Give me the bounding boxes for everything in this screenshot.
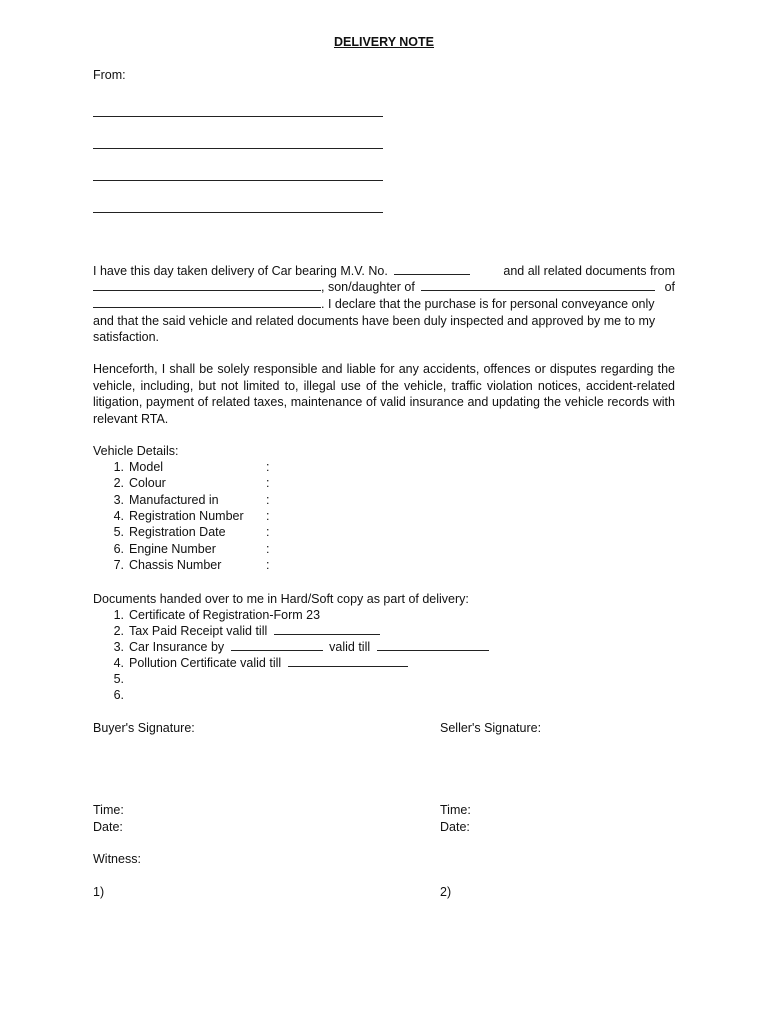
list-number: 4. (113, 656, 124, 670)
para1-line-4 (93, 313, 675, 329)
vehicle-detail-colon: : (266, 460, 270, 474)
list-number: 7. (113, 557, 124, 572)
para1-text-b: and all related documents from (503, 264, 675, 278)
list-number: 3. (113, 492, 124, 507)
list-number: 6. (113, 688, 124, 702)
from-label: From: (93, 68, 126, 82)
vehicle-detail-label: Chassis Number (129, 557, 222, 572)
vehicle-detail-colon: : (266, 525, 270, 540)
vehicle-detail-colon: : (266, 557, 270, 572)
insurer-blank[interactable] (231, 639, 323, 651)
document-label: valid till (329, 640, 371, 654)
vehicle-detail-label: Colour (129, 476, 166, 491)
vehicle-detail-label: Registration Date (129, 525, 226, 540)
witness-2-label: 2) (440, 885, 452, 899)
list-number: 1. (113, 608, 124, 622)
vehicle-details-heading: Vehicle Details: (93, 444, 179, 458)
vehicle-detail-label: Registration Number (129, 508, 244, 523)
seller-name-blank[interactable] (93, 279, 321, 291)
para1-line-1 (93, 263, 675, 279)
seller-signature-label: Seller's Signature: (440, 721, 542, 735)
vehicle-detail-colon: : (266, 476, 270, 491)
para1-text-d: of (664, 280, 675, 294)
from-address-line-4[interactable] (93, 212, 383, 213)
para1-text-a: I have this day taken delivery of Car bearing M.V. No. (93, 264, 388, 278)
para1-text-c: , son/daughter of (321, 280, 415, 294)
insurance-valid-till-blank[interactable] (377, 639, 489, 651)
document-label: Tax Paid Receipt valid till (129, 624, 268, 638)
list-number: 2. (113, 476, 124, 491)
para1-text-f: and that the said vehicle and related documents have been duly inspected and approved by me to my (93, 314, 656, 328)
list-number: 2. (113, 624, 124, 638)
vehicle-detail-label: Manufactured in (129, 492, 219, 507)
buyer-date-label: Date: (93, 820, 123, 834)
list-number: 5. (113, 525, 124, 540)
para1-line-3 (93, 296, 675, 312)
list-number: 1. (113, 460, 124, 474)
para1-text-e: . I declare that the purchase is for personal conveyance only (321, 297, 655, 311)
list-number: 3. (113, 640, 124, 654)
seller-address-blank[interactable] (93, 296, 321, 308)
parent-name-blank[interactable] (421, 279, 655, 291)
liability-paragraph: Henceforth, I shall be solely responsible and liable for any accidents, offences or disputes regarding the vehicle, including, but not limited to, illegal use of the vehicle, traffic violation notices, accident-related litigation, payment of related taxes, maintenance of valid insurance and updating the vehicle records with relevant RTA. (93, 362, 675, 426)
list-number: 4. (113, 508, 124, 523)
vehicle-detail-label: Model (129, 460, 164, 474)
seller-date-label: Date: (440, 820, 470, 834)
document-title: DELIVERY NOTE (333, 35, 435, 49)
buyer-signature-label: Buyer's Signature: (93, 721, 195, 735)
list-number: 6. (113, 541, 124, 556)
mv-number-blank[interactable] (394, 263, 470, 275)
document-label: Pollution Certificate valid till (129, 656, 282, 670)
documents-heading: Documents handed over to me in Hard/Soft copy as part of delivery: (93, 592, 469, 606)
witness-label: Witness: (93, 852, 141, 866)
vehicle-detail-colon: : (266, 541, 270, 556)
para1-line-2 (93, 279, 675, 295)
tax-valid-till-blank[interactable] (274, 623, 380, 635)
para1-line-5 (93, 329, 675, 345)
buyer-time-label: Time: (93, 803, 124, 817)
vehicle-detail-colon: : (266, 492, 270, 507)
vehicle-detail-colon: : (266, 508, 270, 523)
document-label: Certificate of Registration-Form 23 (129, 608, 321, 622)
from-address-line-3[interactable] (93, 180, 383, 181)
from-address-line-2[interactable] (93, 148, 383, 149)
vehicle-detail-label: Engine Number (129, 541, 216, 556)
from-address-line-1[interactable] (93, 116, 383, 117)
pollution-valid-till-blank[interactable] (288, 655, 408, 667)
para1-text-g: satisfaction. (93, 330, 160, 344)
list-number: 5. (113, 672, 124, 686)
document-label: Car Insurance by (129, 640, 225, 654)
seller-time-label: Time: (440, 803, 471, 817)
witness-1-label: 1) (93, 885, 105, 899)
